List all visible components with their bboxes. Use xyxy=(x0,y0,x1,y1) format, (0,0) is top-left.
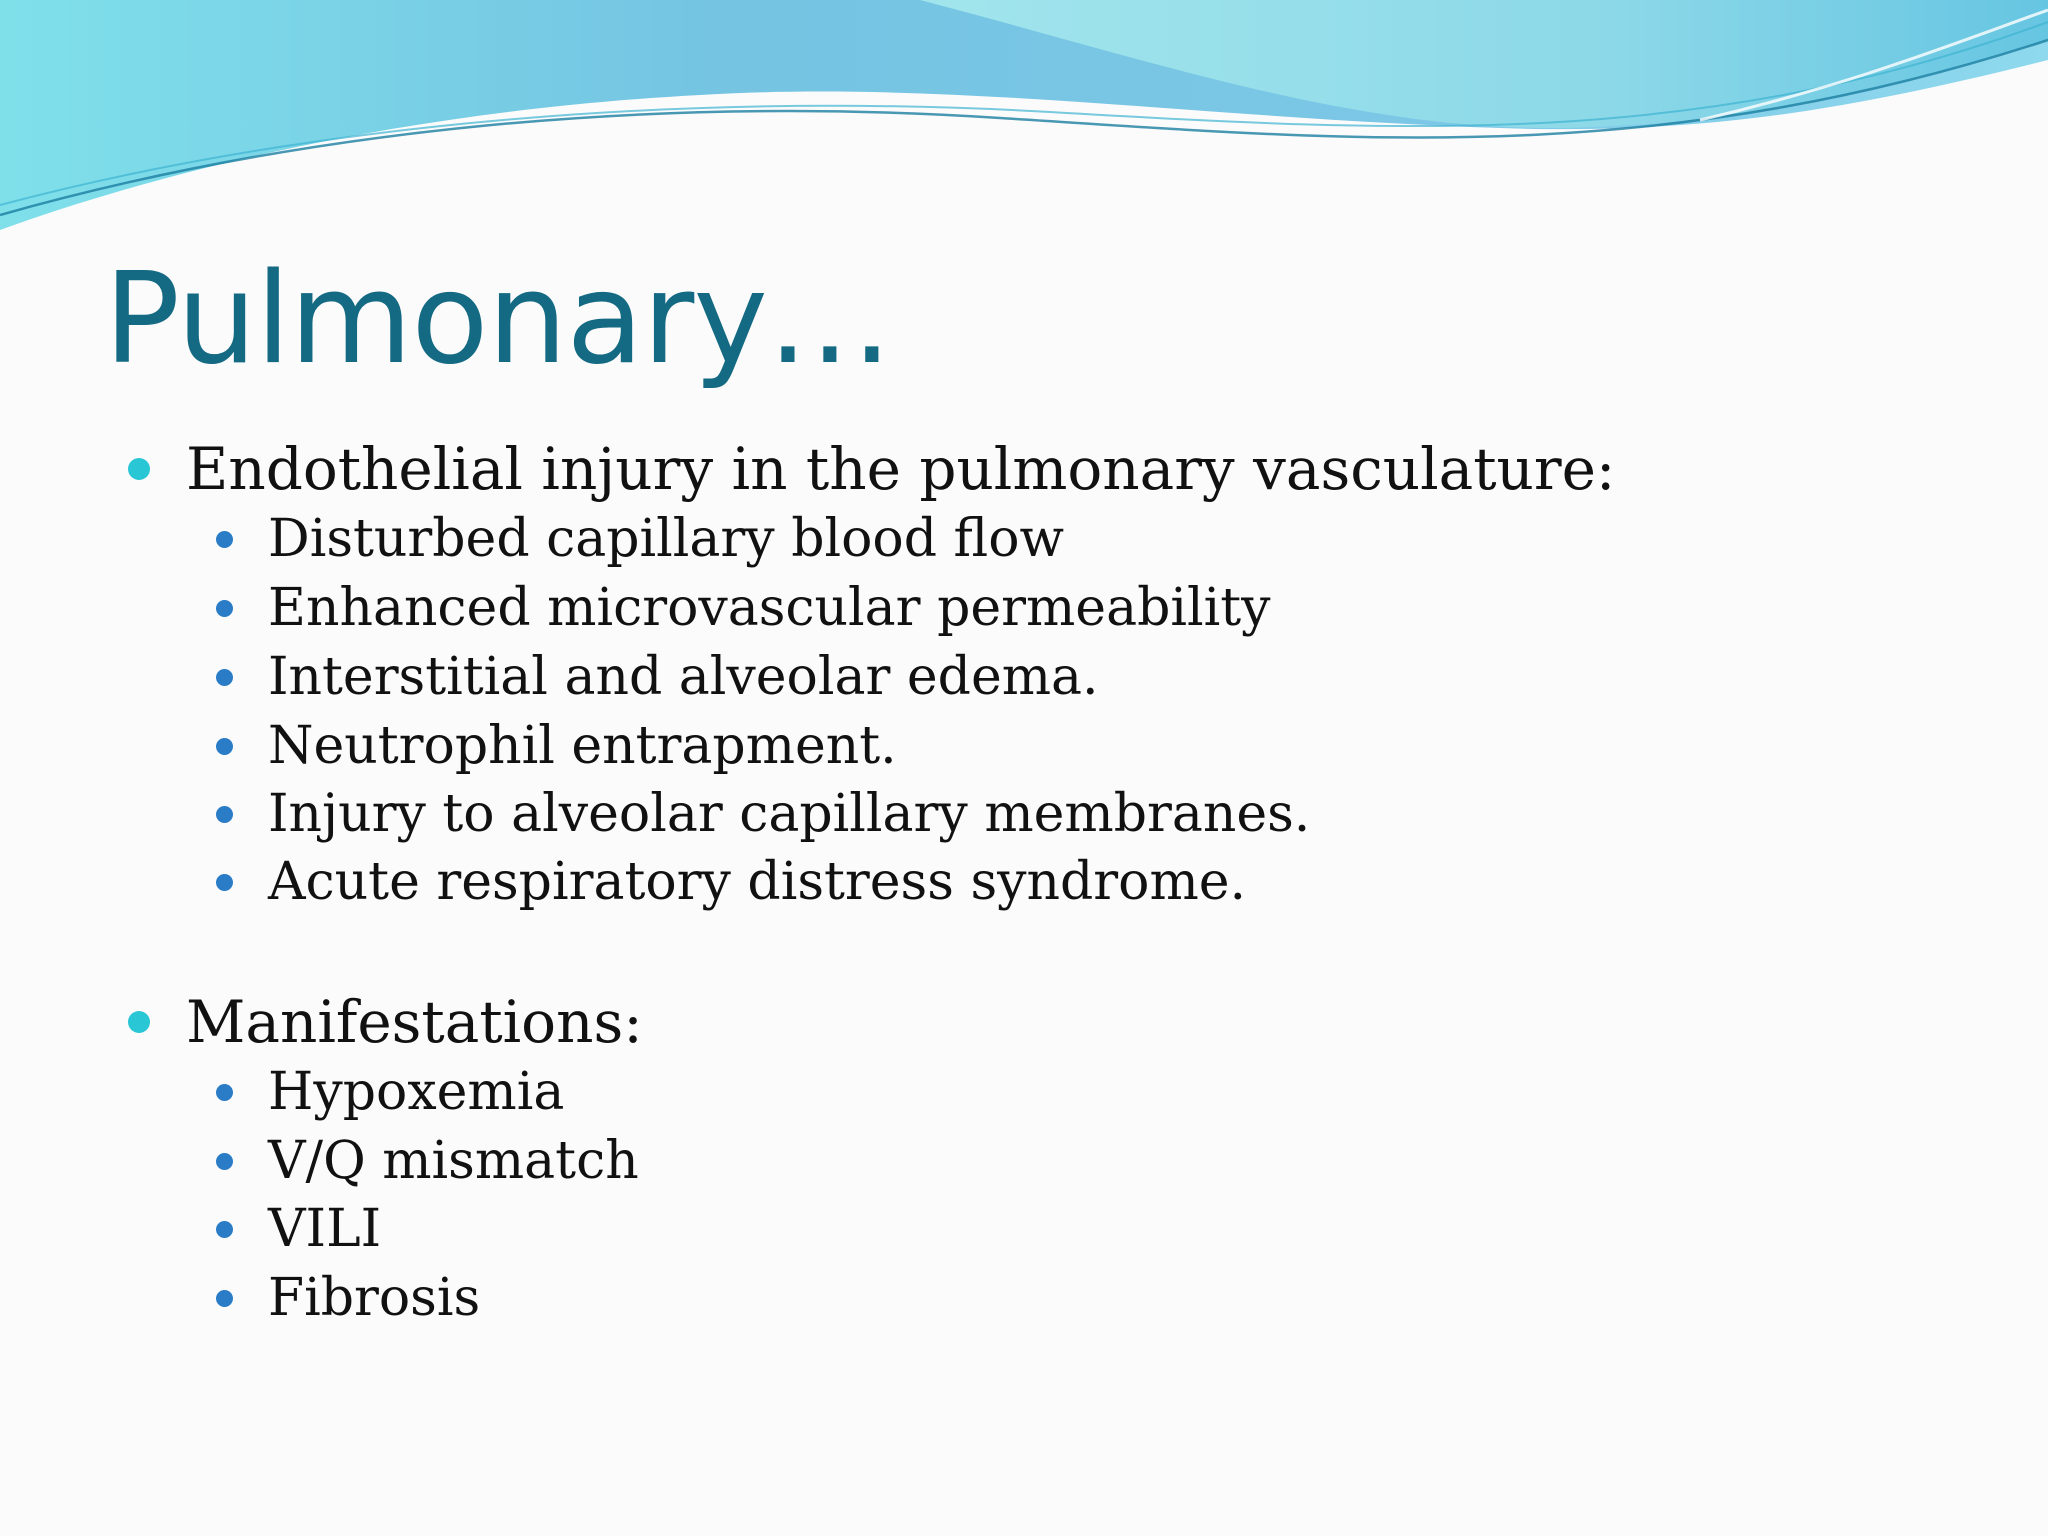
bullet-dot-level2 xyxy=(216,1084,233,1101)
bullet-item: Interstitial and alveolar edema. xyxy=(268,647,1099,707)
bullet-item: Enhanced microvascular permeability xyxy=(268,578,1271,638)
bullet-dot-level2 xyxy=(216,600,233,617)
bullet-dot-level2 xyxy=(216,1221,233,1238)
bullet-item: Disturbed capillary blood flow xyxy=(268,509,1065,569)
bullet-heading-endothelial-injury: Endothelial injury in the pulmonary vasculature: xyxy=(186,435,1616,503)
bullet-dot-level2 xyxy=(216,738,233,755)
bullet-item: Neutrophil entrapment. xyxy=(268,716,897,776)
bullet-item: VILI xyxy=(268,1199,382,1259)
bullet-dot-level2 xyxy=(216,874,233,891)
bullet-heading-manifestations: Manifestations: xyxy=(186,988,643,1056)
bullet-dot-level1 xyxy=(128,458,150,480)
bullet-item: Fibrosis xyxy=(268,1268,481,1328)
slide-title: Pulmonary… xyxy=(104,245,892,392)
bullet-item: Injury to alveolar capillary membranes. xyxy=(268,784,1311,844)
bullet-dot-level2 xyxy=(216,669,233,686)
bullet-dot-level2 xyxy=(216,531,233,548)
bullet-item: Hypoxemia xyxy=(268,1062,565,1122)
bullet-item: Acute respiratory distress syndrome. xyxy=(268,852,1247,912)
bullet-dot-level2 xyxy=(216,806,233,823)
bullet-dot-level2 xyxy=(216,1290,233,1307)
bullet-item: V/Q mismatch xyxy=(268,1131,639,1191)
bullet-dot-level1 xyxy=(128,1011,150,1033)
bullet-dot-level2 xyxy=(216,1153,233,1170)
